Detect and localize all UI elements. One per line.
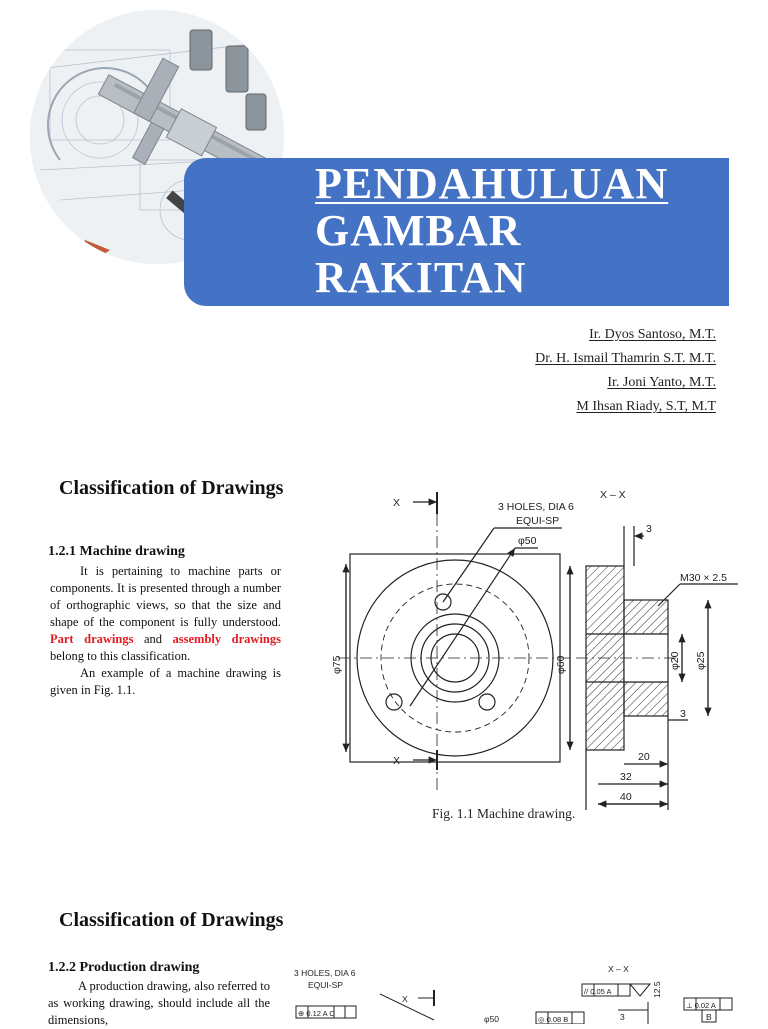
label-section-prod: X – X — [608, 964, 629, 974]
label-x-prod: X — [402, 994, 408, 1004]
label-phi60: φ60 — [555, 655, 567, 674]
label-roughness: 12.5 — [652, 981, 662, 998]
label-dim-20: 20 — [638, 751, 650, 763]
label-dim-40: 40 — [620, 791, 632, 803]
title-line-3: RAKITAN — [315, 253, 527, 302]
production-para: A production drawing, also referred to as working drawing, should include all the dimensions, — [48, 979, 270, 1027]
label-dim-3a: 3 — [646, 523, 652, 535]
label-holes-2b: EQUI-SP — [308, 980, 343, 990]
label-holes-1: 3 HOLES, DIA 6 — [498, 501, 574, 513]
para-text-b: and — [133, 632, 173, 646]
title-line-2: GAMBAR — [315, 206, 522, 255]
label-dim-3b: 3 — [680, 708, 686, 720]
label-x-top: X — [393, 497, 401, 509]
section-heading-2: Classification of Drawings — [59, 909, 284, 931]
highlight-assembly-drawings: assembly drawings — [172, 632, 281, 646]
label-phi50: φ50 — [518, 535, 537, 547]
title-banner — [184, 158, 729, 306]
body-text — [50, 563, 281, 699]
label-dim-3-prod: 3 — [620, 1012, 625, 1022]
para-text-a: It is pertaining to machine parts or components. It is presented through a number of orthographic views, so that the size and shape of the component is fully understood. — [50, 564, 281, 629]
body-text-2 — [48, 978, 270, 1029]
author-1: Ir. Dyos Santoso, M.T. — [589, 327, 716, 342]
label-phi25: φ25 — [695, 651, 707, 670]
figure-caption: Fig. 1.1 Machine drawing. — [432, 806, 576, 821]
label-phi50-prod: φ50 — [484, 1014, 499, 1024]
label-phi75: φ75 — [331, 655, 343, 674]
author-3: Ir. Joni Yanto, M.T. — [607, 375, 716, 390]
label-phi20: φ20 — [669, 651, 681, 670]
section-heading: Classification of Drawings — [59, 477, 284, 499]
label-x-bottom: X — [393, 755, 401, 767]
label-holes-1b: 3 HOLES, DIA 6 — [294, 968, 356, 978]
para-text-c: belong to this classification. — [50, 649, 191, 663]
highlight-part-drawings: Part drawings — [50, 632, 134, 646]
para-2: An example of a machine drawing is given in Fig. 1.1. — [50, 666, 281, 697]
author-list — [535, 323, 716, 419]
label-tol-parallel: // 0.05 A — [584, 987, 612, 996]
label-thread: M30 × 2.5 — [680, 572, 727, 584]
machine-drawing-slide — [0, 444, 768, 864]
production-drawing-figure — [288, 962, 748, 1024]
author-4: M Ihsan Riady, S.T, M.T — [576, 399, 716, 414]
label-tol-perpendicular: ⊥ 0.02 A — [686, 1001, 716, 1010]
machine-drawing-figure — [318, 474, 758, 824]
label-datum-b: B — [706, 1012, 712, 1022]
title-slide — [0, 0, 768, 430]
label-dim-32: 32 — [620, 771, 632, 783]
author-2: Dr. H. Ismail Thamrin S.T. M.T. — [535, 351, 716, 366]
label-tol-concentric: ◎ 0.08 B — [538, 1015, 569, 1024]
subsection-heading: 1.2.1 Machine drawing — [48, 544, 185, 559]
subsection-heading-2: 1.2.2 Production drawing — [48, 960, 200, 975]
label-holes-2: EQUI-SP — [516, 515, 560, 527]
production-drawing-slide — [0, 878, 768, 1027]
title-line-1: PENDAHULUAN — [315, 159, 669, 208]
label-section: X – X — [600, 489, 626, 501]
label-tol-position: ⊕ 0.12 A C — [298, 1009, 335, 1018]
